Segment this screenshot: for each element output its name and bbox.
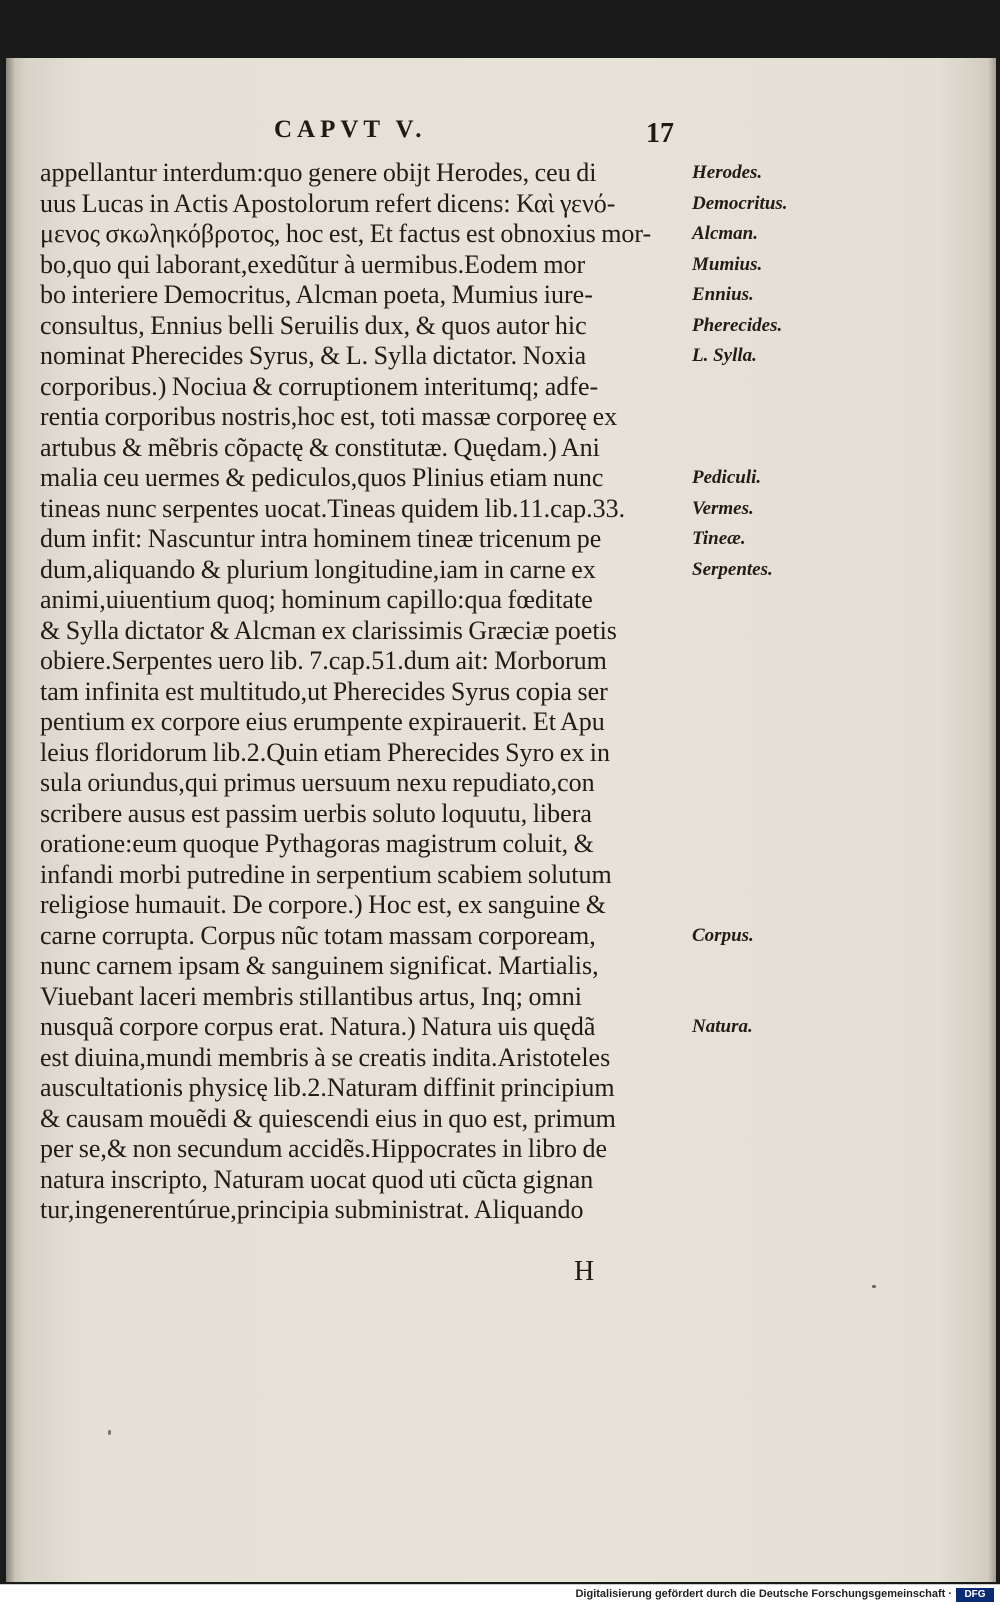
- text-line: dum,aliquando & plurium longitudine,iam in carne ex: [40, 554, 596, 584]
- dfg-logo-icon: DFG: [956, 1588, 994, 1602]
- text-line: tineas nunc serpentes uocat.Tineas quidem lib.11.cap.33.: [40, 493, 626, 523]
- text-line: uus Lucas in Actis Apostolorum refert dicens: Καὶ γενό-: [40, 188, 616, 218]
- text-line: religiose humauit. De corpore.) Hoc est, ex sanguine &: [40, 890, 606, 919]
- signature-mark: H: [574, 1256, 595, 1287]
- text-line: & causam mouẽdi & quiescendi eius in quo est, primum: [40, 1103, 616, 1133]
- text-line: scribere ausus est passim uerbis soluto loquutu, libera: [40, 798, 592, 828]
- text-line: & Sylla dictator & Alcman ex clarissimis Græciæ poetis: [40, 615, 617, 645]
- margin-note: Tineæ.: [692, 528, 746, 549]
- text-line: nusquã corpore corpus erat. Natura.) Natura uis quędã: [40, 1012, 596, 1041]
- margin-note: Alcman.: [692, 223, 758, 244]
- text-line: leius floridorum lib.2.Quin etiam Pherecides Syro ex in: [40, 737, 610, 767]
- text-line: obiere.Serpentes uero lib. 7.cap.51.dum ait: Morborum: [40, 646, 607, 675]
- funding-credit: Digitalisierung gefördert durch die Deutsche Forschungsgemeinschaft ·: [575, 1588, 952, 1600]
- margin-note: Ennius.: [692, 284, 754, 305]
- text-line: μενος σκωληκόβροτος, hoc est, Et factus est obnoxius mor-: [40, 219, 652, 248]
- book-page-scan: [6, 58, 996, 1582]
- text-line: nunc carnem ipsam & sanguinem significat. Martialis,: [40, 951, 599, 980]
- body-text: [40, 158, 690, 1226]
- text-line: artubus & mẽbris cõpactę & constitutæ. Quędam.) Ani: [40, 432, 600, 462]
- text-line: carne corrupta. Corpus nũc totam massam corpoream,: [40, 920, 596, 950]
- margin-note: Mumius.: [692, 253, 763, 275]
- page-number: 17: [646, 118, 674, 149]
- text-line: natura inscripto, Naturam uocat quod uti cũcta gignan: [40, 1164, 594, 1194]
- paper-speck: [108, 1430, 111, 1435]
- text-line: consultus, Ennius belli Seruilis dux, & quos autor hic: [40, 310, 587, 340]
- text-line: rentia corporibus nostris,hoc est, toti massæ corporeę ex: [40, 402, 618, 431]
- text-line: sula oriundus,qui primus uersuum nexu repudiato,con: [40, 768, 595, 797]
- paper-speck: [872, 1285, 876, 1288]
- margin-note: Natura.: [692, 1016, 753, 1037]
- text-line: Viuebant laceri membris stillantibus artus, Inq; omni: [40, 981, 582, 1011]
- margin-note: Pherecides.: [692, 314, 783, 336]
- text-line: per se,& non secundum accidẽs.Hippocrates in libro de: [40, 1134, 607, 1163]
- text-line: appellantur interdum:quo genere obijt Herodes, ceu di: [40, 158, 597, 187]
- running-head: CAPVT V.: [274, 116, 427, 143]
- text-line: tur,ingenerentúrue,principia subministrat. Aliquando: [40, 1195, 584, 1224]
- margin-note: Corpus.: [692, 924, 754, 946]
- text-line: infandi morbi putredine in serpentium scabiem solutum: [40, 859, 612, 889]
- text-line: est diuina,mundi membris à se creatis indita.Aristoteles: [40, 1042, 611, 1072]
- margin-note: Democritus.: [692, 192, 788, 214]
- text-line: animi,uiuentium quoq; hominum capillo:qua fœditate: [40, 585, 593, 614]
- margin-note: Vermes.: [692, 497, 754, 519]
- text-line: nominat Pherecides Syrus, & L. Sylla dictator. Noxia: [40, 341, 587, 370]
- margin-note: L. Sylla.: [692, 345, 757, 366]
- margin-note: Serpentes.: [692, 558, 773, 580]
- page-gutter: [6, 58, 16, 1582]
- text-line: dum infit: Nascuntur intra hominem tineæ tricenum pe: [40, 524, 602, 553]
- margin-note: Herodes.: [692, 162, 763, 183]
- text-line: bo interiere Democritus, Alcman poeta, Mumius iure-: [40, 280, 593, 309]
- text-line: bo,quo qui laborant,exedũtur à uermibus.Eodem mor: [40, 249, 586, 279]
- text-line: malia ceu uermes & pediculos,quos Plinius etiam nunc: [40, 463, 604, 492]
- text-line: oratione:eum quoque Pythagoras magistrum coluit, &: [40, 829, 594, 858]
- margin-note: Pediculi.: [692, 467, 762, 488]
- text-line: tam infinita est multitudo,ut Pherecides Syrus copia ser: [40, 676, 608, 706]
- footer-bar: [0, 1584, 1000, 1605]
- text-line: auscultationis physicę lib.2.Naturam diffinit principium: [40, 1073, 615, 1102]
- text-line: pentium ex corpore eius erumpente expirauerit. Et Apu: [40, 707, 605, 736]
- text-line: corporibus.) Nociua & corruptionem interitumq; adfe-: [40, 371, 599, 401]
